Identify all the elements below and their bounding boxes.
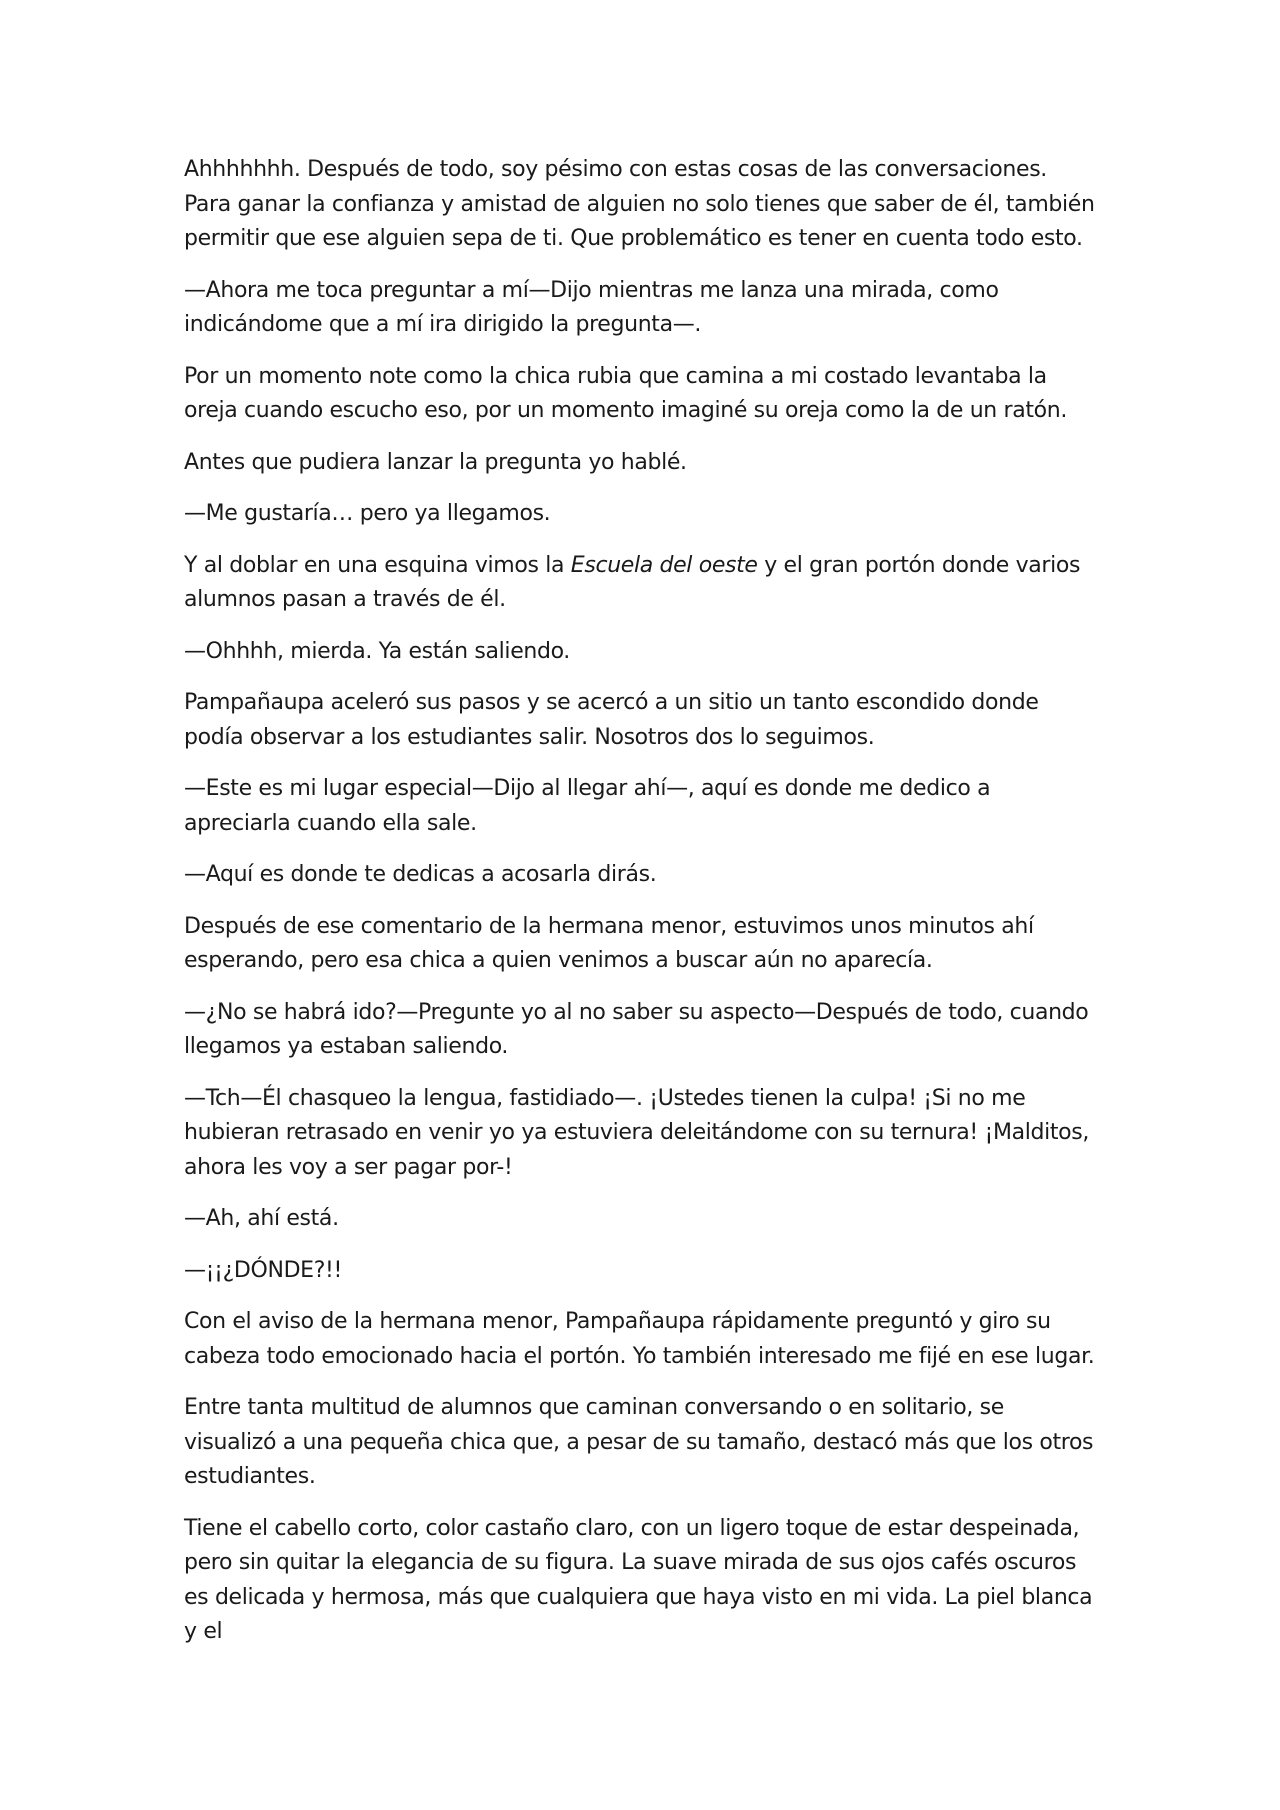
paragraph — [184, 153, 1099, 257]
paragraph — [184, 1254, 1099, 1289]
paragraph-text: —Tch—Él chasqueo la lengua, fastidiado—. ¡Ustedes tienen la culpa! ¡Si no me hubieran retrasado en venir yo ya estuviera deleitándome con su ternura! ¡Malditos, ahora les voy a ser pagar por-! — [184, 1085, 1090, 1180]
paragraph-text: Después de ese comentario de la hermana menor, estuvimos unos minutos ahí esperando, pero esa chica a quien venimos a buscar aún no aparecía. — [184, 913, 1034, 973]
paragraph-text: Antes que pudiera lanzar la pregunta yo hablé. — [184, 449, 687, 475]
paragraph — [184, 446, 1099, 481]
paragraph-text: —Me gustaría… pero ya llegamos. — [184, 501, 551, 526]
paragraph — [184, 635, 1099, 670]
paragraph-text: y el gran portón donde varios alumnos pasan a través de él. — [184, 552, 1081, 612]
paragraph — [184, 1082, 1099, 1186]
italic-school-name: Escuela del oeste — [570, 552, 758, 578]
document-body — [184, 153, 1099, 1667]
paragraph — [184, 910, 1099, 979]
paragraph-text: Ahhhhhhh. Después de todo, soy pésimo con estas cosas de las conversaciones. Para ganar la confianza y amistad de alguien no solo tienes que saber de él, también permitir que ese alguien sepa de ti. Que problemático es tener en cuenta todo esto. — [184, 157, 1095, 251]
paragraph — [184, 996, 1099, 1065]
paragraph — [184, 1202, 1099, 1237]
paragraph-text: Por un momento note como la chica rubia que camina a mi costado levantaba la oreja cuando escucho eso, por un momento imaginé su oreja como la de un ratón. — [184, 363, 1067, 423]
paragraph-text: —¡¡¿DÓNDE?!! — [184, 1257, 342, 1283]
paragraph-text: —¿No se habrá ido?—Pregunte yo al no saber su aspecto—Después de todo, cuando llegamos ya estaban saliendo. — [184, 999, 1089, 1059]
paragraph — [184, 497, 1099, 532]
paragraph-text: Entre tanta multitud de alumnos que caminan conversando o en solitario, se visualizó a una pequeña chica que, a pesar de su tamaño, destacó más que los otros estudiantes. — [184, 1395, 1094, 1489]
paragraph — [184, 772, 1099, 841]
paragraph-text: Tiene el cabello corto, color castaño claro, con un ligero toque de estar despeinada, pero sin quitar la elegancia de su figura. La suave mirada de sus ojos cafés oscuros es delicada y hermosa, más que cualquiera que haya visto en mi vida. La piel blanca y el — [184, 1515, 1093, 1644]
paragraph-text: —Aquí es donde te dedicas a acosarla dirás. — [184, 862, 657, 887]
paragraph-text: —Ohhhh, mierda. Ya están saliendo. — [184, 638, 570, 664]
paragraph-text: —Ahora me toca preguntar a mí—Dijo mientras me lanza una mirada, como indicándome que a mí ira dirigido la pregunta—. — [184, 277, 999, 337]
paragraph — [184, 858, 1099, 893]
paragraph — [184, 549, 1099, 618]
paragraph-text: Pampañaupa aceleró sus pasos y se acercó a un sitio un tanto escondido donde podía observar a los estudiantes salir. Nosotros dos lo seguimos. — [184, 690, 1039, 750]
paragraph — [184, 1512, 1099, 1650]
paragraph — [184, 1391, 1099, 1495]
paragraph — [184, 686, 1099, 755]
paragraph — [184, 274, 1099, 343]
paragraph — [184, 360, 1099, 429]
paragraph-text: Y al doblar en una esquina vimos la — [184, 552, 571, 578]
paragraph-text: —Ah, ahí está. — [184, 1206, 339, 1231]
paragraph — [184, 1305, 1099, 1374]
paragraph-text: Con el aviso de la hermana menor, Pampañaupa rápidamente preguntó y giro su cabeza todo emocionado hacia el portón. Yo también interesado me fijé en ese lugar. — [184, 1309, 1095, 1369]
paragraph-text: —Este es mi lugar especial—Dijo al llegar ahí—, aquí es donde me dedico a apreciarla cuando ella sale. — [184, 776, 991, 836]
